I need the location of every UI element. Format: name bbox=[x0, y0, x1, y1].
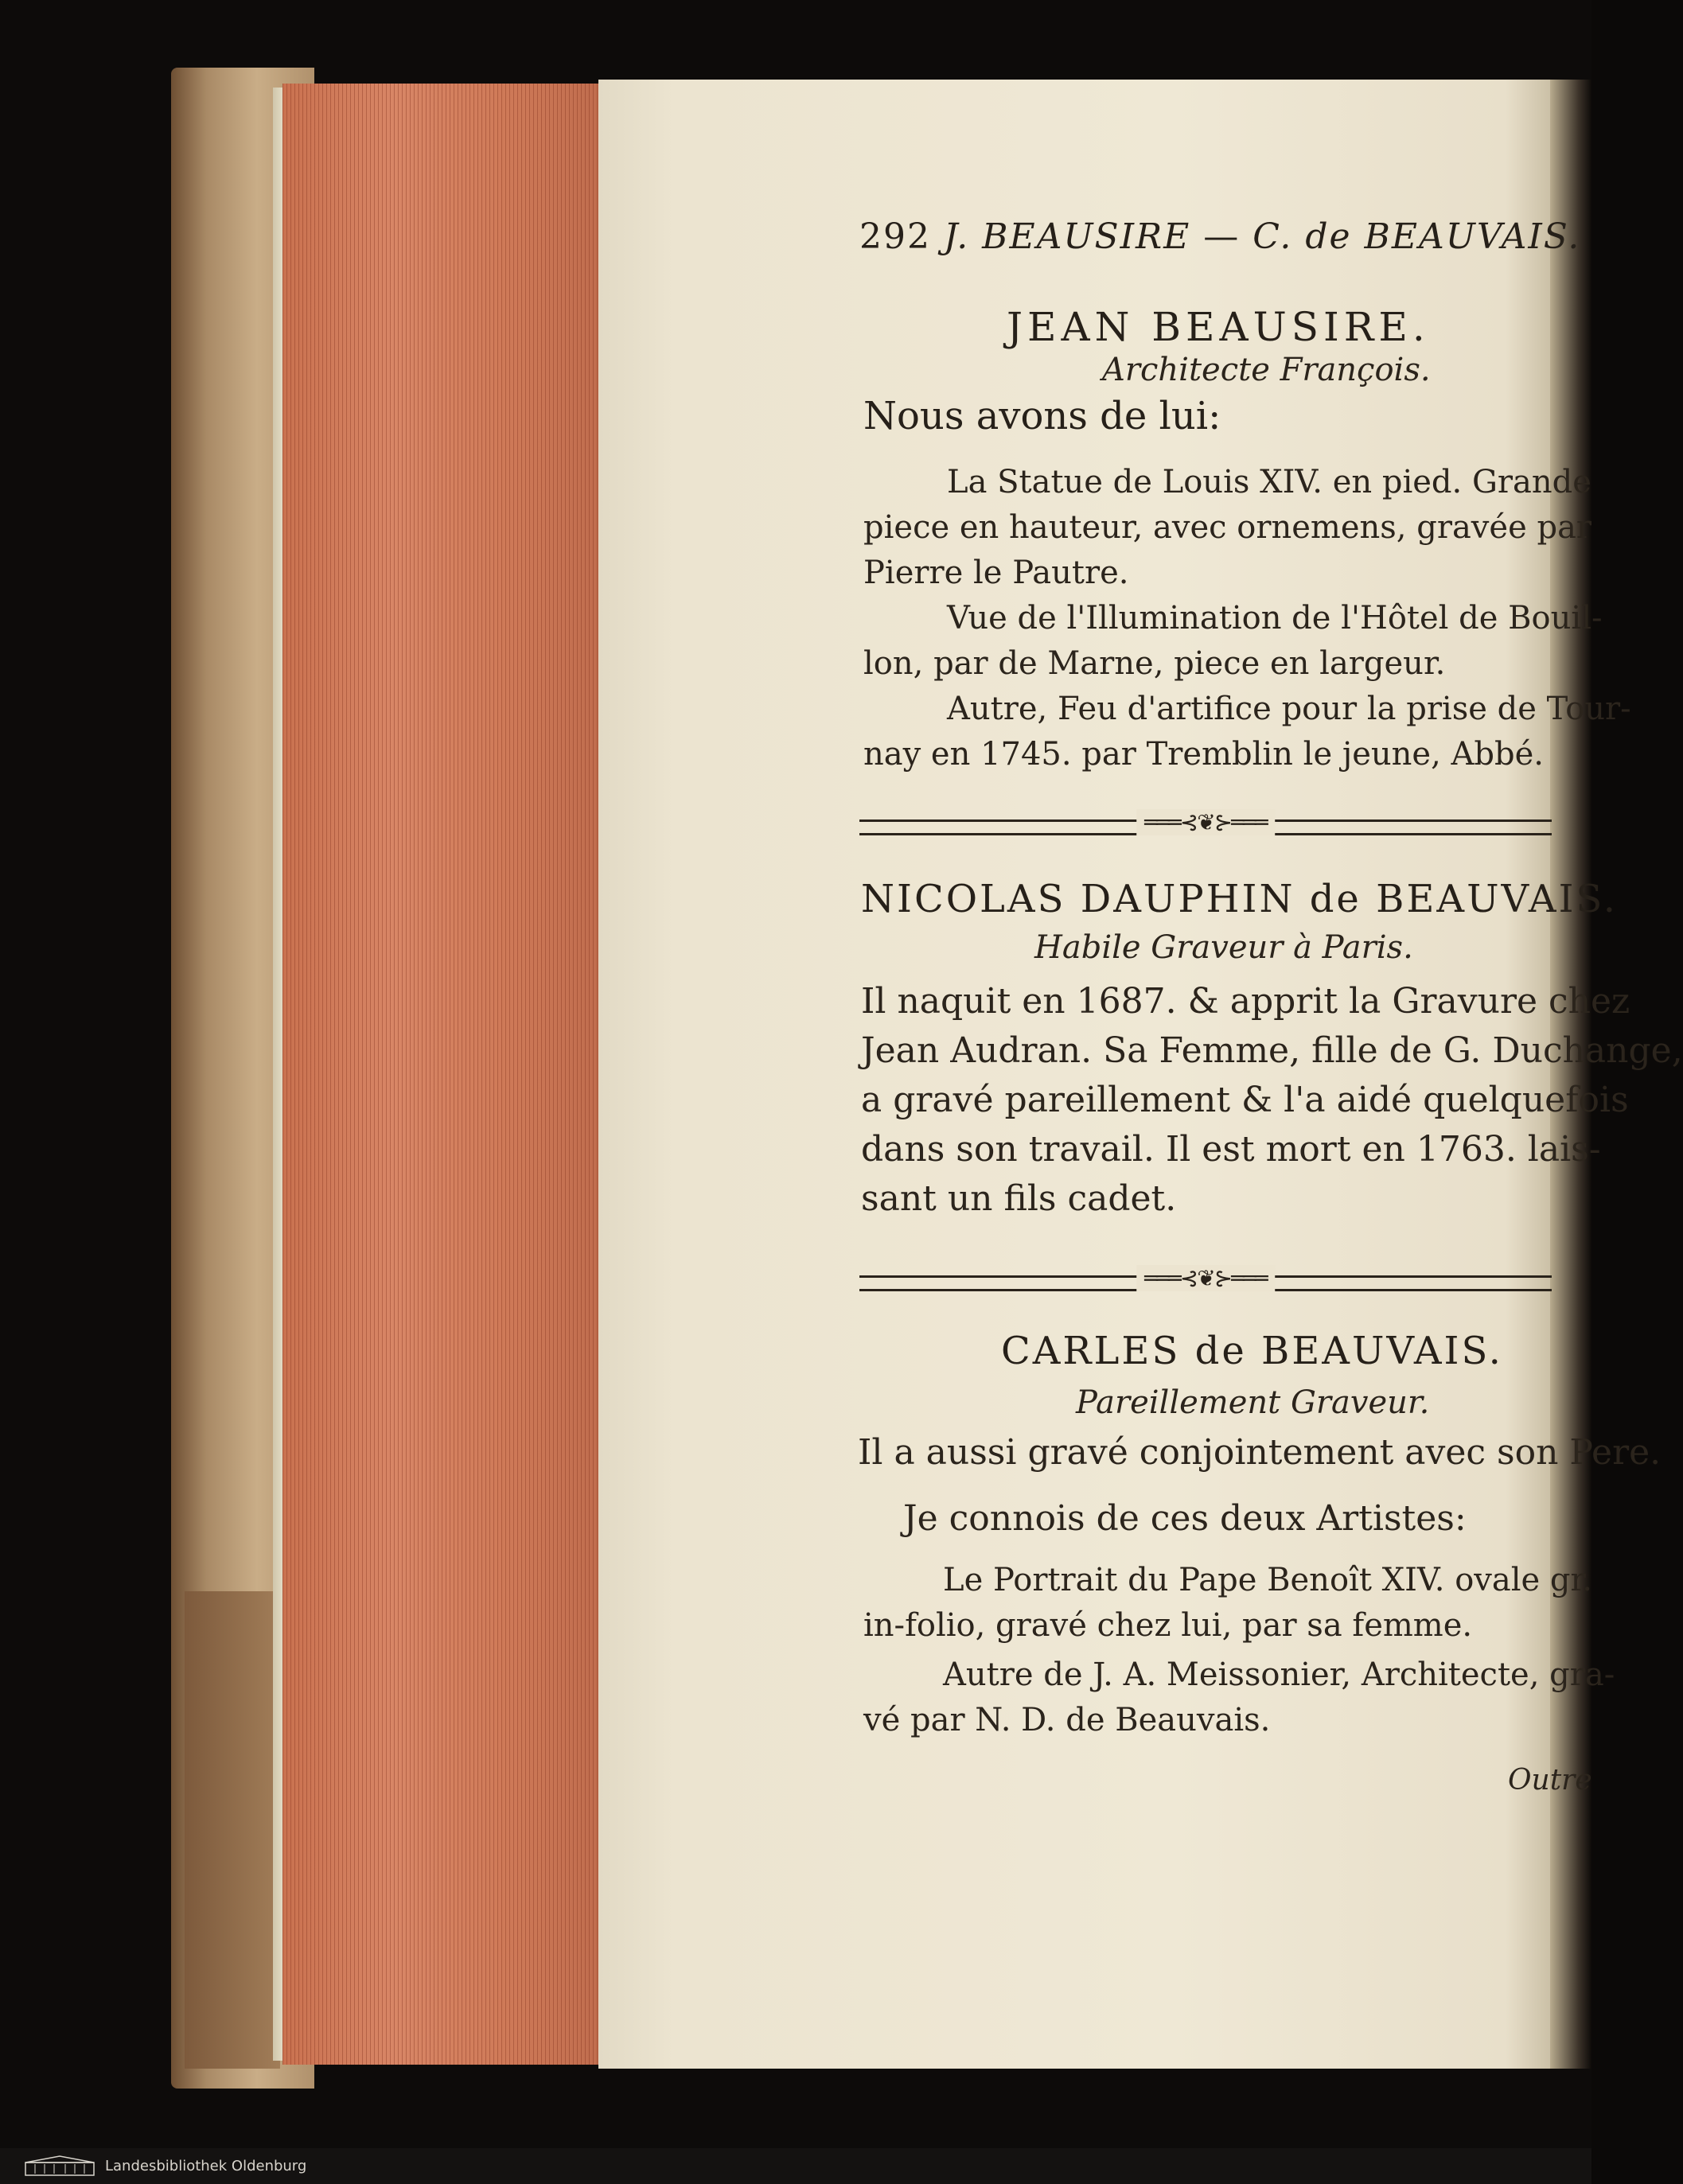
entry-heading-carles-de-beauvais: CARLES de BEAUVAIS. bbox=[1001, 1329, 1503, 1373]
text-line: a gravé pareillement & l'a aidé quelquefois bbox=[861, 1080, 1629, 1120]
entry-subtitle: Habile Graveur à Paris. bbox=[1034, 929, 1413, 966]
entry-intro: Nous avons de lui: bbox=[863, 394, 1221, 438]
text-line: vé par N. D. de Beauvais. bbox=[863, 1702, 1271, 1738]
catchword: Outre bbox=[1508, 1764, 1592, 1797]
library-name: Landesbibliothek Oldenburg bbox=[105, 2158, 307, 2174]
text-line: Il a aussi gravé conjointement avec son Pere. bbox=[858, 1432, 1662, 1473]
ornamental-rule bbox=[859, 809, 1552, 835]
text-line: in-folio, gravé chez lui, par sa femme. bbox=[863, 1607, 1473, 1644]
text-line: dans son travail. Il est mort en 1763. lais- bbox=[861, 1129, 1601, 1170]
text-line: Je connois de ces deux Artistes: bbox=[903, 1498, 1467, 1539]
text-line: Il naquit en 1687. & apprit la Gravure chez bbox=[861, 981, 1630, 1022]
text-line: Pierre le Pautre. bbox=[863, 555, 1129, 591]
text-line: Jean Audran. Sa Femme, fille de G. Duchange, bbox=[861, 1030, 1683, 1071]
text-line: piece en hauteur, avec ornemens, gravée par bbox=[863, 509, 1592, 546]
book-cover-wear bbox=[185, 1591, 280, 2069]
text-line: lon, par de Marne, piece en largeur. bbox=[863, 645, 1446, 682]
ornamental-rule bbox=[859, 1265, 1552, 1291]
library-building-icon bbox=[24, 2155, 95, 2177]
text-line: Vue de l'Illumination de l'Hôtel de Bouil- bbox=[947, 600, 1603, 637]
running-head bbox=[859, 216, 1581, 257]
red-page-edges bbox=[282, 84, 603, 2065]
entry-subtitle: Pareillement Graveur. bbox=[1076, 1384, 1430, 1421]
entry-heading-jean-beausire: JEAN BEAUSIRE. bbox=[1007, 304, 1430, 350]
rule-ornament: ═══⊰❦⊱═══ bbox=[1136, 1265, 1275, 1291]
entry-heading-nicolas-dauphin: NICOLAS DAUPHIN de BEAUVAIS. bbox=[861, 877, 1618, 921]
text-line: Autre de J. A. Meissonier, Architecte, gra- bbox=[943, 1656, 1615, 1693]
running-head-dash: — bbox=[1203, 216, 1241, 257]
entry-subtitle: Architecte François. bbox=[1102, 352, 1431, 388]
text-line: sant un fils cadet. bbox=[861, 1178, 1177, 1219]
text-line: Autre, Feu d'artifice pour la prise de Tour- bbox=[947, 691, 1631, 727]
rule-ornament: ═══⊰❦⊱═══ bbox=[1136, 809, 1275, 835]
text-line: La Statue de Louis XIV. en pied. Grande bbox=[947, 464, 1591, 500]
running-head-right: C. de BEAUVAIS. bbox=[1253, 216, 1581, 257]
running-head-left: J. BEAUSIRE bbox=[943, 216, 1191, 257]
text-line: nay en 1745. par Tremblin le jeune, Abbé. bbox=[863, 736, 1545, 773]
text-line: Le Portrait du Pape Benoît XIV. ovale gr. bbox=[943, 1562, 1592, 1598]
viewer-footer bbox=[0, 2148, 1591, 2184]
page-number: 292 bbox=[859, 216, 931, 257]
